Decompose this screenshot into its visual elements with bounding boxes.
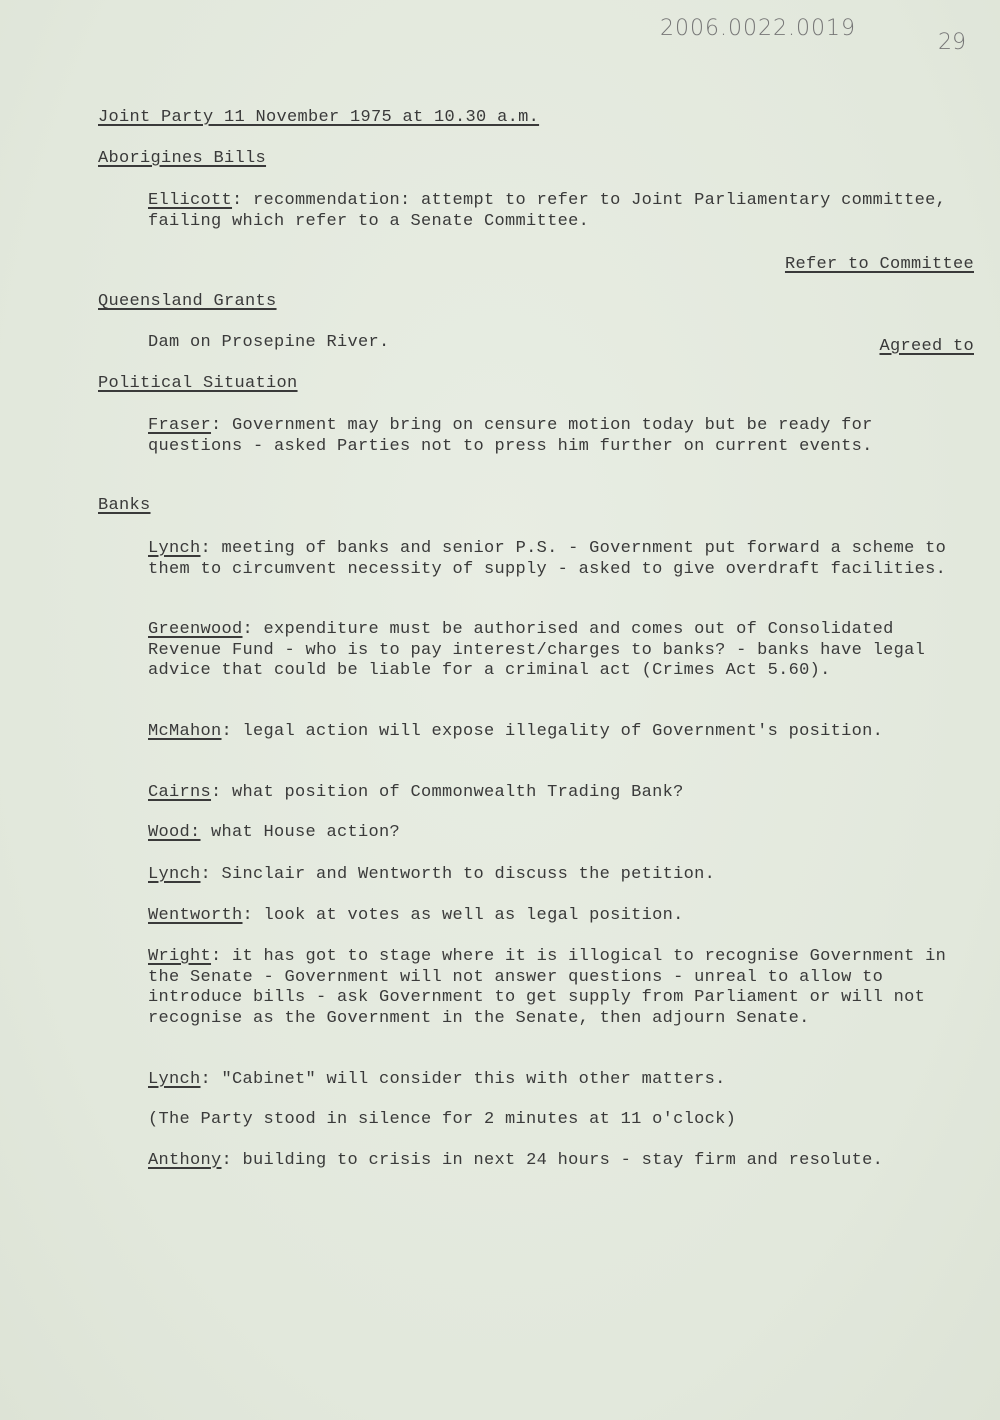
entry [148,722,918,743]
entry-text: : meeting of banks and senior P.S. - Government put forward a scheme to them to circumvent necessity of supply - asked to give overdraft facilities. [148,539,947,579]
entry [148,823,978,844]
speaker: Lynch [148,865,201,884]
speaker: Fraser [148,416,212,435]
section-outcome: Refer to Committee [784,255,974,274]
entry-text: : expenditure must be authorised and comes out of Consolidated Revenue Fund - who is to pay interest/charges to banks? - banks have legal advice that could be liable for a criminal act (Crimes Act 5.60). [148,620,926,680]
speaker: Wright [148,947,212,966]
entry-text: what House action? [200,823,401,842]
speaker: Ellicott [148,191,233,210]
entry-text: (The Party stood in silence for 2 minutes at 11 o'clock) [148,1110,737,1129]
entry [148,865,978,886]
entry-text: Dam on Prosepine River. [148,333,390,352]
entry [148,620,928,682]
speaker: McMahon [148,722,222,741]
speaker: Greenwood [148,620,243,639]
entry [148,947,963,1029]
entry-text: : "Cabinet" will consider this with other matters. [200,1070,726,1089]
section-outcome: Agreed to [879,337,974,356]
section-heading: Political Situation [98,374,298,393]
entry-text: : Sinclair and Wentworth to discuss the petition. [200,865,716,884]
entry [148,783,978,804]
speaker: Cairns [148,783,212,802]
section-heading: Aborigines Bills [98,149,267,168]
entry [148,1070,978,1091]
speaker: Anthony [148,1151,222,1170]
speaker: Wood: [148,823,201,842]
entry [148,539,978,580]
speaker: Lynch [148,539,201,558]
entry [148,906,978,927]
entry-text: : look at votes as well as legal position. [242,906,684,925]
entry-text: : recommendation: attempt to refer to Joint Parliamentary committee, failing which refer to a Senate Committee. [148,191,947,231]
entry-text: : Government may bring on censure motion today but be ready for questions - asked Parties not to press him further on current events. [148,416,873,456]
entry-text: : building to crisis in next 24 hours - stay firm and resolute. [221,1151,884,1170]
document-title: Joint Party 11 November 1975 at 10.30 a.m. [98,108,540,127]
entry [148,1151,928,1172]
entry-text: : what position of Commonwealth Trading Bank? [211,783,684,802]
section-heading: Queensland Grants [98,292,277,311]
accession-number: 2006.0022.0019 [660,16,856,41]
entry-text: : it has got to stage where it is illogical to recognise Government in the Senate - Government will not answer questions - unreal to allow to introduce bills - ask Government to get supply from Parliament or will not recognise as the Government in the Senate, then adjourn Senate. [148,947,947,1028]
speaker: Wentworth [148,906,243,925]
entry [148,416,938,457]
speaker: Lynch [148,1070,201,1089]
section-heading: Banks [98,496,151,515]
entry [148,191,978,232]
entry-text: : legal action will expose illegality of Government's position. [221,722,884,741]
page-number: 29 [938,30,966,55]
entry [148,1110,978,1131]
